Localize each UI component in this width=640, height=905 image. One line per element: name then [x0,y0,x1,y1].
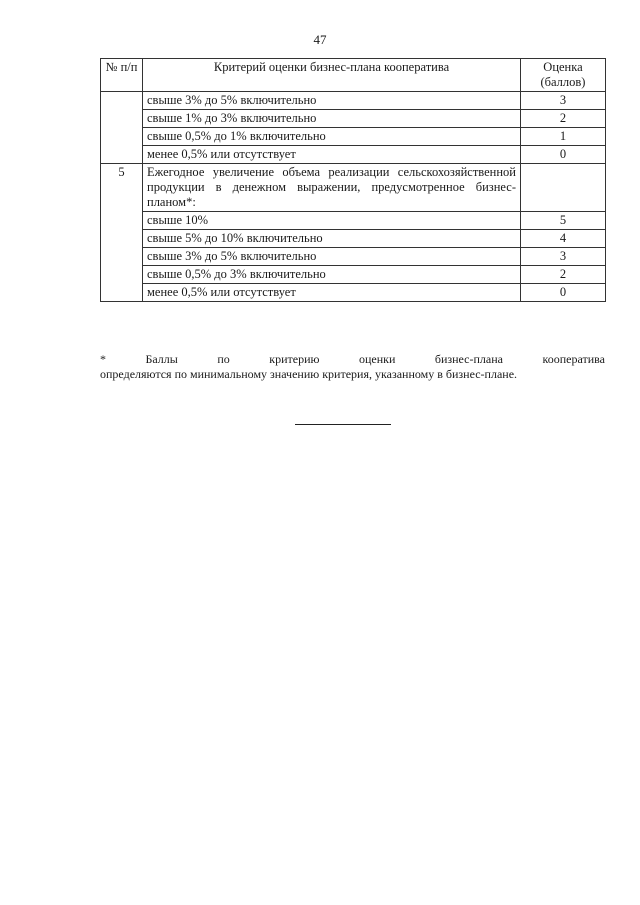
footnote-word: оценки [358,352,396,366]
table-row [101,110,606,128]
table-row [101,164,606,212]
footnote-word: по [217,352,230,366]
criterion-cell: менее 0,5% или отсутствует [143,284,521,302]
criterion-cell: свыше 5% до 10% включительно [143,230,521,248]
table-row [101,230,606,248]
number-cell [101,92,143,164]
score-cell: 4 [521,230,606,248]
table-row [101,146,606,164]
table-row [101,248,606,266]
footnote-line-1 [100,352,605,367]
score-cell: 3 [521,248,606,266]
score-cell: 0 [521,284,606,302]
footnote-word: кооператива [542,352,605,366]
header-score: Оценка (баллов) [521,59,606,92]
table-header-row [101,59,606,92]
criterion-cell: свыше 3% до 5% включительно [143,92,521,110]
footnote-word: критерию [269,352,320,366]
table-row [101,92,606,110]
footnote [100,352,605,382]
criterion-cell: менее 0,5% или отсутствует [143,146,521,164]
end-rule [295,424,391,425]
score-cell: 2 [521,110,606,128]
table-row [101,266,606,284]
table-row [101,284,606,302]
page-number: 47 [313,32,327,47]
number-cell: 5 [101,164,143,302]
header-number: № п/п [101,59,143,92]
score-cell: 1 [521,128,606,146]
footnote-word: бизнес-плана [434,352,503,366]
footnote-word: * [100,352,106,366]
score-cell [521,164,606,212]
header-criterion: Критерий оценки бизнес-плана кооператива [143,59,521,92]
footnote-line-2: определяются по минимальному значению критерия, указанному в бизнес-плане. [100,367,518,381]
criterion-cell: свыше 10% [143,212,521,230]
criterion-cell: свыше 0,5% до 1% включительно [143,128,521,146]
table-row [101,128,606,146]
table-row [101,212,606,230]
score-cell: 5 [521,212,606,230]
criterion-cell: свыше 0,5% до 3% включительно [143,266,521,284]
criteria-table [100,58,606,302]
score-cell: 3 [521,92,606,110]
score-cell: 0 [521,146,606,164]
criterion-title-cell: Ежегодное увеличение объема реализации сельскохозяйственной продукции в денежном выражении, предусмотренное бизнес-планом*: [143,164,521,212]
score-cell: 2 [521,266,606,284]
criterion-cell: свыше 1% до 3% включительно [143,110,521,128]
footnote-word: Баллы [145,352,178,366]
criterion-cell: свыше 3% до 5% включительно [143,248,521,266]
